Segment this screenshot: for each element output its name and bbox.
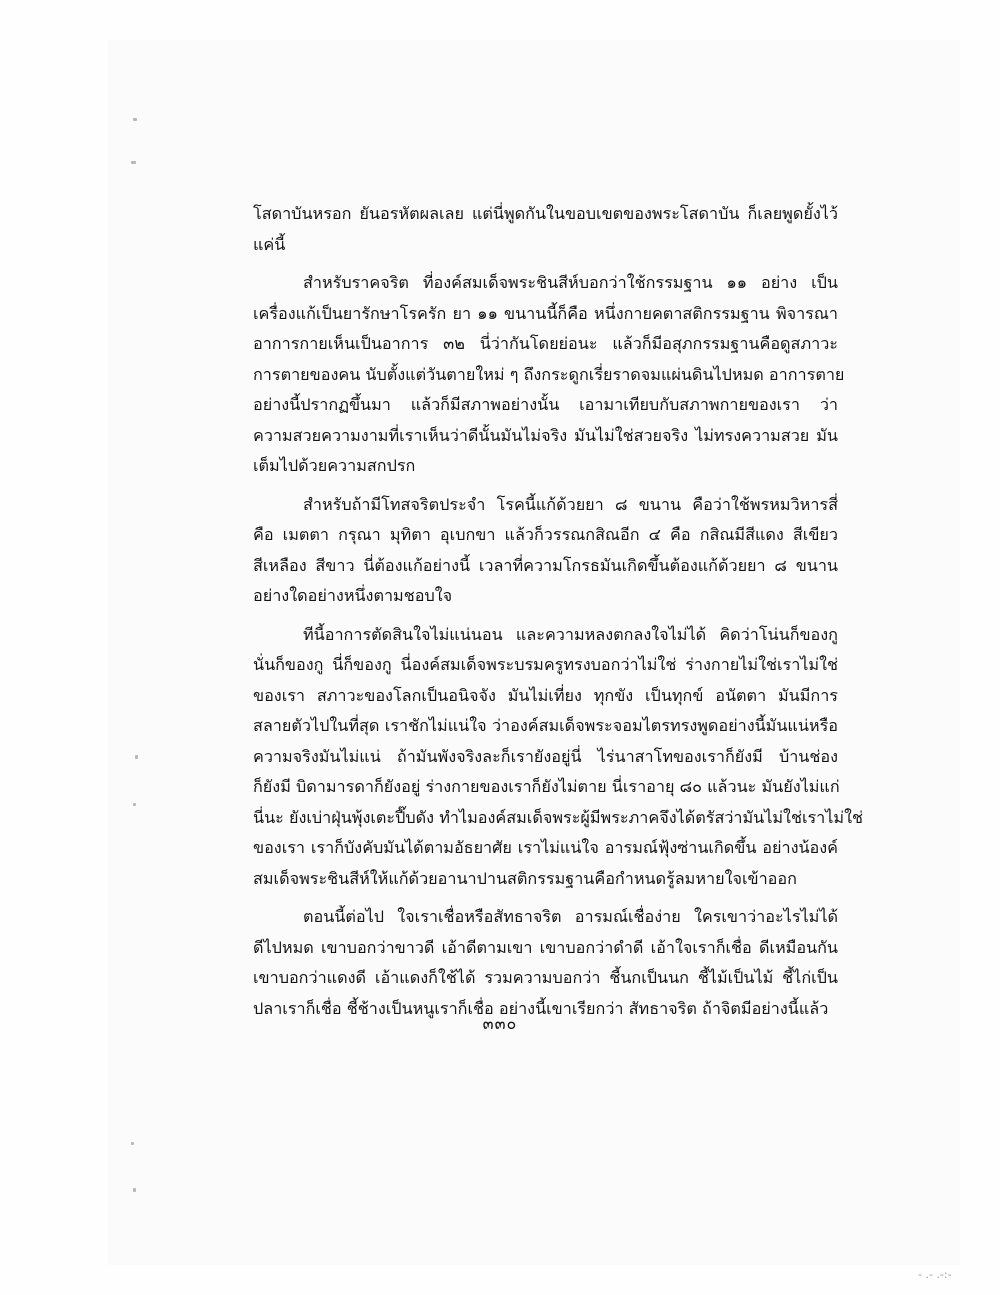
text-line: เต็มไปด้วยความสกปรก bbox=[253, 456, 416, 475]
scan-speck bbox=[131, 1142, 134, 1145]
text-line: ความจริงมันไม่แน่ ถ้ามันพังจริงละก็เรายังอยู่นี่ ไร่นาสาโทของเราก็ยังมี บ้านช่อง bbox=[253, 746, 838, 766]
text-line: ตอนนี้ต่อไป ใจเราเชื่อหรือสัทธาจริต อารมณ์เชื่อง่าย ใครเขาว่าอะไรไม่ได้ bbox=[303, 907, 838, 926]
text-line: ดีไปหมด เขาบอกว่าขาวดี เอ้าดีตามเขา เขาบอกว่าดำดี เอ้าใจเราก็เชื่อ ดีเหมือนกัน bbox=[253, 937, 838, 957]
text-line: สำหรับถ้ามีโทสจริตประจำ โรคนี้แก้ด้วยยา ๘ ขนาน คือว่าใช้พรหมวิหารสี่ bbox=[303, 494, 838, 514]
corner-mark: - .- .-:- bbox=[918, 1268, 952, 1281]
scan-speck bbox=[133, 118, 137, 121]
paragraph bbox=[253, 902, 838, 1024]
paragraph bbox=[253, 199, 838, 260]
body-text bbox=[253, 199, 863, 1032]
text-line: การตายของคน นับตั้งแต่วันตายใหม่ ๆ ถึงกระดูกเรี่ยราดจมแผ่นดินไปหมด อาการตาย bbox=[253, 364, 845, 384]
text-line: แค่นี้ bbox=[253, 234, 286, 254]
text-line: สลายตัวไปในที่สุด เราชักไม่แน่ใจ ว่าองค์สมเด็จพระจอมไตรทรงพูดอย่างนี้มันแน่หรือ bbox=[253, 716, 838, 735]
text-line: อย่างใดอย่างหนึ่งตามชอบใจ bbox=[253, 586, 453, 605]
text-line: ของเรา สภาวะของโลกเป็นอนิจจัง มันไม่เที่ยง ทุกขัง เป็นทุกข์ อนัตตา มันมีการ bbox=[253, 685, 838, 705]
text-line: นั่นก็ของกู นี่ก็ของกู นี่องค์สมเด็จพระบรมครูทรงบอกว่าไม่ใช่ ร่างกายไม่ใช่เราไม่ใช่ bbox=[253, 655, 838, 674]
text-line: อย่างนี้ปรากฏขึ้นมา แล้วก็มีสภาพอย่างนั้น เอามาเทียบกับสภาพกายของเรา ว่า bbox=[253, 395, 838, 414]
text-line: เขาบอกว่าแดงดี เอ้าแดงก็ใช้ได้ รวมความบอกว่า ชี้นกเป็นนก ชี้ไม้เป็นไม้ ชี้ไก่เป็น bbox=[253, 968, 838, 987]
text-line: สำหรับราคจริต ที่องค์สมเด็จพระชินสีห์บอกว่าใช้กรรมฐาน ๑๑ อย่าง เป็น bbox=[303, 273, 838, 292]
paragraph bbox=[253, 490, 838, 612]
scan-speck bbox=[131, 161, 136, 164]
text-line: ความสวยความงามที่เราเห็นว่าดีนั้นมันไม่จริง มันไม่ใช่สวยจริง ไม่ทรงความสวย มัน bbox=[253, 425, 838, 445]
text-line: ของเรา เราก็บังคับมันได้ตามอัธยาศัย เราไม่แน่ใจ อารมณ์ฟุ้งซ่านเกิดขึ้น อย่างน้องค์ bbox=[253, 838, 838, 857]
text-line: สมเด็จพระชินสีห์ให้แก้ด้วยอานาปานสติกรรมฐานคือกำหนดรู้ลมหายใจเข้าออก bbox=[253, 868, 797, 888]
scan-speck bbox=[135, 755, 138, 759]
text-line: เครื่องแก้เป็นยารักษาโรครัก ยา ๑๑ ขนานนี้ก็คือ หนึ่งกายคตาสติกรรมฐาน พิจารณา bbox=[253, 303, 838, 323]
paragraph bbox=[253, 620, 863, 895]
scan-speck bbox=[133, 1188, 136, 1192]
text-line: คือ เมตตา กรุณา มุทิตา อุเบกขา แล้วก็วรรณกสิณอีก ๔ คือ กสิณมีสีแดง สีเขียว bbox=[253, 525, 838, 544]
text-line: ก็ยังมี บิดามารดาก็ยังอยู่ ร่างกายของเราก็ยังไม่ตาย นี่เราอายุ ๘๐ แล้วนะ มันยังไม่แก่ bbox=[253, 777, 840, 796]
text-line: สีเหลือง สีขาว นี่ต้องแก้อย่างนี้ เวลาที่ความโกรธมันเกิดขึ้นต้องแก้ด้วยยา ๘ ขนาน bbox=[253, 555, 838, 575]
text-line: นี่นะ ยังเบ่าฝุ่นพุ้งเตะปี๊บดัง ทำไมองค์สมเด็จพระผู้มีพระภาคจึงได้ตรัสว่ามันไม่ใช่เราไม่ใช่ bbox=[253, 807, 863, 827]
text-line: อาการกายเห็นเป็นอาการ ๓๒ นี่ว่ากันโดยย่อนะ แล้วก็มีอสุภกรรมฐานคือดูสภาวะ bbox=[253, 334, 838, 353]
text-line: ปลาเราก็เชื่อ ชี้ช้างเป็นหนูเราก็เชื่อ อย่างนี้เขาเรียกว่า สัทธาจริต ถ้าจิตมีอย่างนี้แล้ว bbox=[253, 998, 829, 1018]
page-number: ๓๓๐ bbox=[482, 1014, 518, 1033]
text-line: ทีนี้อาการตัดสินใจไม่แน่นอน และความหลงตกลงใจไม่ได้ คิดว่าโน่นก็ของกู bbox=[303, 624, 838, 644]
text-line: โสดาบันหรอก ยันอรหัตผลเลย แต่นี่พูดกันในขอบเขตของพระโสดาบัน ก็เลยพูดยั้งไว้ bbox=[253, 204, 838, 223]
scan-speck bbox=[133, 803, 136, 806]
paragraph bbox=[253, 268, 845, 482]
